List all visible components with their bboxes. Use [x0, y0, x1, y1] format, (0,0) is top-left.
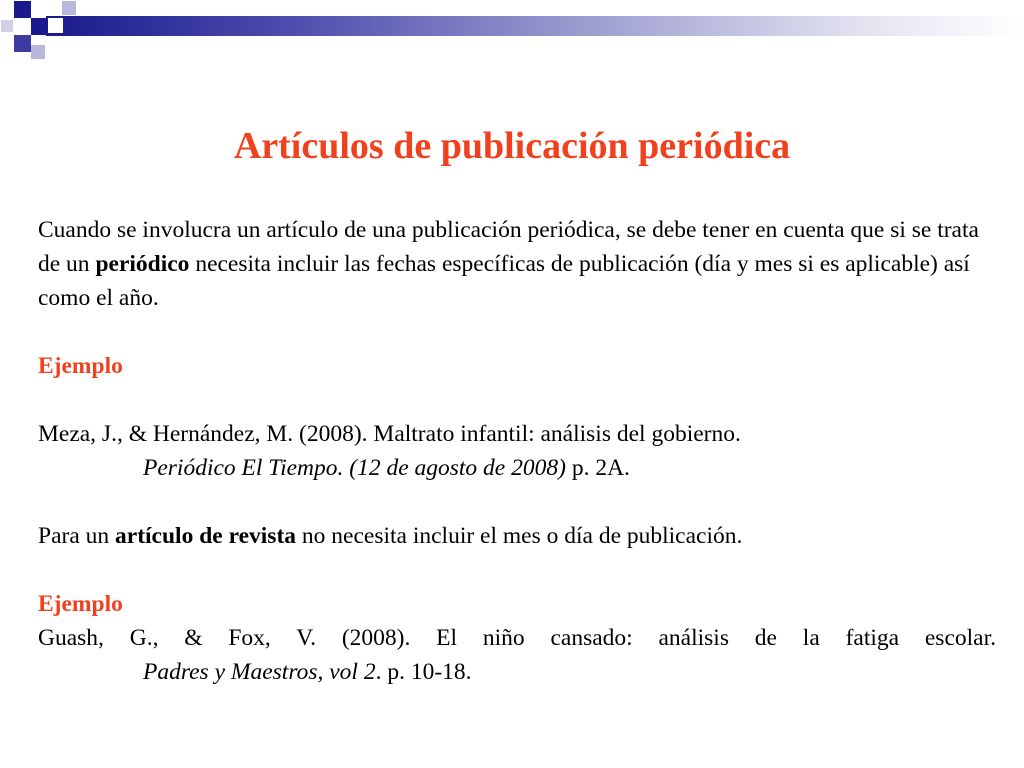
citation-source-italic: Periódico El Tiempo. (12 de agosto de 2008): [143, 455, 566, 481]
citation-pages: p. 2A.: [565, 455, 630, 481]
decorative-square: [14, 35, 31, 52]
revista-text-1: Para un: [38, 523, 116, 549]
decorative-square: [1, 20, 13, 32]
decorative-square: [62, 1, 76, 15]
slide-title: Artículos de publicación periódica: [233, 125, 791, 167]
intro-bold: periódico: [95, 251, 190, 277]
decorative-square: [31, 45, 45, 59]
decorative-square: [14, 1, 31, 18]
intro-text-1: Cuando se involucra un artículo de una publicación periódica, se debe tener en cuenta que si se trata de un: [38, 217, 979, 277]
decorative-square: [31, 18, 48, 35]
revista-bold: artículo de revista: [115, 523, 297, 549]
intro-paragraph: [38, 213, 996, 315]
citation-source-italic: Padres y Maestros, vol 2: [143, 659, 376, 685]
example-citation-line: Meza, J., & Hernández, M. (2008). Maltrato infantil: análisis del gobierno.: [38, 421, 741, 447]
example-label: Ejemplo: [38, 591, 123, 617]
example-citation-line: Guash, G., & Fox, V. (2008). El niño cansado: análisis de la fatiga escolar.: [38, 625, 996, 651]
decorative-gradient-bar: [46, 16, 1024, 36]
slide-body: [38, 213, 996, 689]
decorative-square: [48, 18, 63, 33]
example-citation-source: [38, 451, 996, 485]
example-label: Ejemplo: [38, 353, 123, 379]
example-citation-source: [38, 655, 996, 689]
citation-pages: . p. 10-18.: [375, 659, 472, 685]
revista-paragraph: [38, 519, 996, 553]
intro-text-2: necesita incluir las fechas específicas de publicación (día y mes si es aplicable) así como el año.: [38, 251, 970, 311]
revista-text-2: no necesita incluir el mes o día de publicación.: [296, 523, 743, 549]
